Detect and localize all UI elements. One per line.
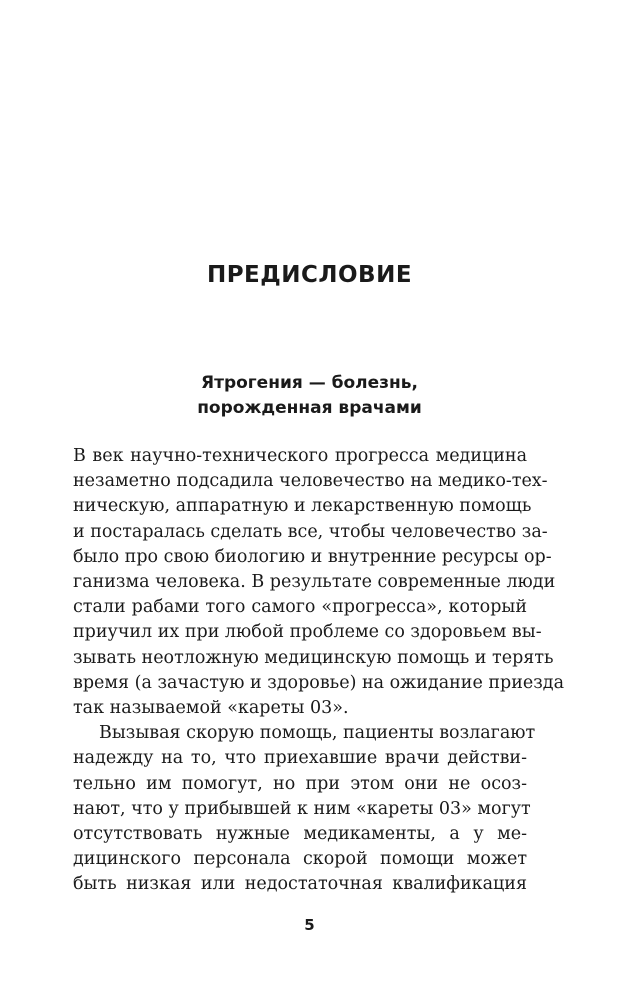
text-line: так называемой «кареты 03».	[73, 698, 349, 719]
text-line: отсутствовать нужные медикаменты, а у ме-	[73, 824, 527, 845]
text-line: дицинского персонала скорой помощи может	[73, 849, 527, 870]
text-line: стали рабами того самого «прогресса», который	[73, 597, 527, 618]
text-line: время (а зачастую и здоровье) на ожидание приезда	[73, 672, 565, 693]
text-line: ническую, аппаратную и лекарственную помощь	[73, 496, 532, 517]
text-line: быть низкая или недостаточная квалификация	[73, 874, 527, 895]
text-line: нают, что у прибывшей к ним «кареты 03» могут	[73, 798, 531, 819]
paragraph	[73, 721, 536, 897]
text-line: было про свою биологию и внутренние ресурсы ор-	[73, 546, 552, 567]
paragraph	[73, 444, 565, 721]
chapter-title: ПРЕДИСЛОВИЕ	[206, 262, 413, 288]
section-heading-line: порожденная врачами	[197, 398, 422, 418]
text-line: надежду на то, что приехавшие врачи действи-	[73, 748, 527, 769]
section-heading	[0, 371, 619, 421]
text-line: приучил их при любой проблеме со здоровьем вы-	[73, 622, 542, 643]
text-line: тельно им помогут, но при этом они не осоз-	[73, 773, 527, 794]
text-line: незаметно подсадила человечество на медико-тех-	[73, 471, 548, 492]
body-text	[73, 444, 565, 898]
section-heading-line: Ятрогения — болезнь,	[201, 373, 418, 393]
text-line: В век научно-технического прогресса медицина	[73, 446, 527, 466]
text-line: Вызывая скорую помощь, пациенты возлагают	[99, 723, 536, 744]
text-line: ганизма человека. В результате современные люди	[73, 572, 556, 593]
page-number: 5	[304, 916, 315, 934]
text-line: и постаралась сделать все, чтобы человечество за-	[73, 521, 548, 542]
text-line: зывать неотложную медицинскую помощь и терять	[73, 647, 554, 668]
